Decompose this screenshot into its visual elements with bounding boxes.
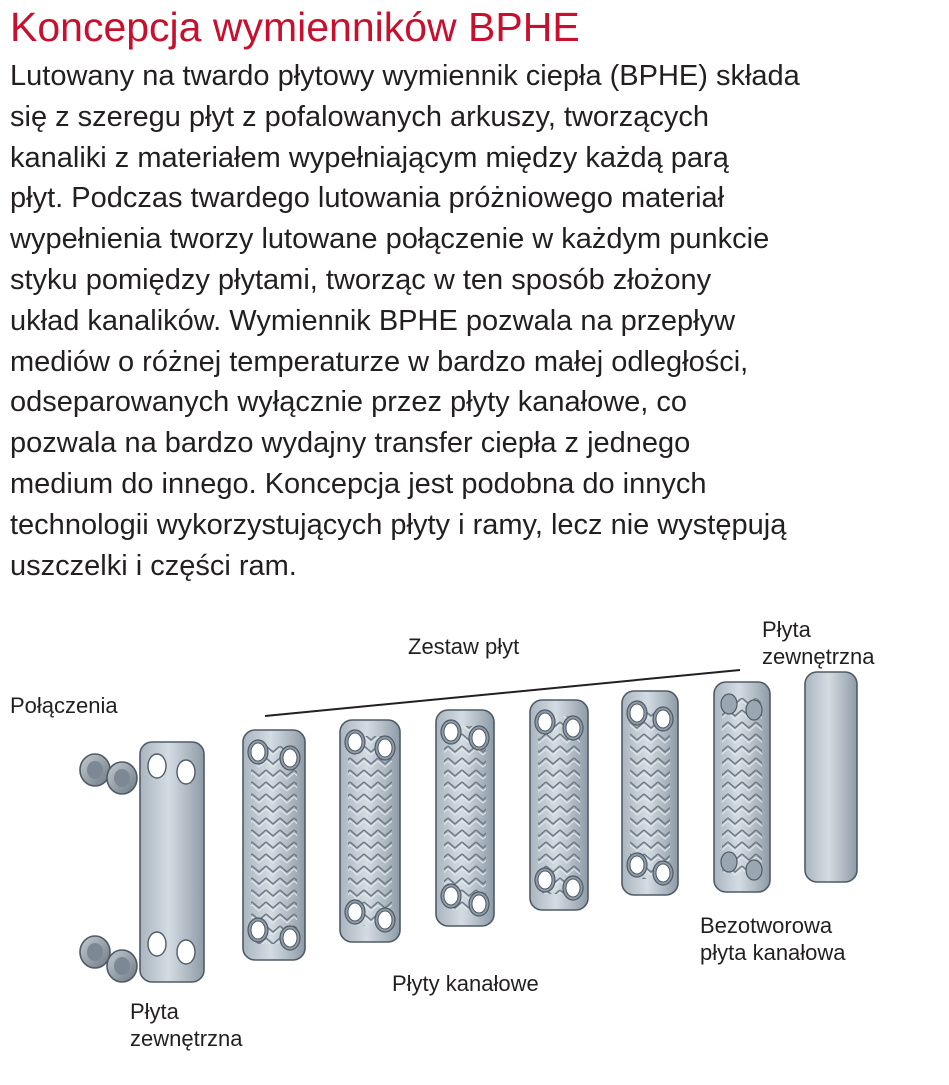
paragraph-line: uszczelki i części ram. [10, 549, 297, 582]
paragraph-line: styku pomiędzy płytami, tworząc w ten sposób złożony [10, 263, 712, 296]
label-line: Bezotworowa [700, 913, 833, 938]
blind-channel-plate [714, 682, 770, 892]
port-hole [444, 723, 458, 741]
closed-port [721, 694, 737, 714]
corrugation-pattern [251, 746, 297, 944]
port-hole [378, 911, 392, 929]
label-outer-plate-front [130, 998, 243, 1052]
paragraph-line: medium do innego. Koncepcja jest podobna do innych [10, 467, 707, 500]
port-hole [378, 739, 392, 757]
port-hole [538, 713, 552, 731]
plate-body [805, 672, 857, 882]
port-hole [177, 760, 195, 784]
connection-rings [80, 754, 137, 982]
paragraph-line: się z szeregu płyt z pofalowanych arkuszy, tworzących [10, 100, 709, 133]
port-hole [566, 719, 580, 737]
port-hole [630, 704, 644, 722]
port-hole [251, 921, 265, 939]
back-outer-plate [805, 672, 857, 882]
label-connections: Połączenia [10, 693, 118, 718]
channel-plates [243, 691, 678, 960]
label-blind-channel-plate [700, 912, 846, 966]
paragraph-line: kanaliki z materiałem wypełniającym między każdą parą [10, 141, 729, 174]
corrugation-pattern [722, 698, 762, 876]
port-hole [538, 871, 552, 889]
port-hole [630, 856, 644, 874]
page-title: Koncepcja wymienników BPHE [10, 4, 580, 50]
closed-port [746, 700, 762, 720]
channel-plate [622, 691, 678, 895]
bphe-exploded-diagram [0, 600, 949, 1080]
port-hole [251, 743, 265, 761]
channel-plate [243, 730, 305, 960]
label-line: Płyta [762, 617, 811, 642]
corrugation-pattern [538, 716, 580, 894]
port-hole [148, 754, 166, 778]
channel-plate [436, 710, 494, 926]
label-line: zewnętrzna [130, 1026, 243, 1051]
port-hole [348, 903, 362, 921]
port-hole [348, 733, 362, 751]
port-hole [566, 879, 580, 897]
port-hole [283, 749, 297, 767]
closed-port [721, 852, 737, 872]
connector-bore [87, 943, 103, 961]
front-outer-plate [140, 742, 204, 982]
connector-bore [114, 957, 130, 975]
paragraph-line: układ kanalików. Wymiennik BPHE pozwala na przepływ [10, 304, 736, 337]
connector-bore [87, 761, 103, 779]
port-hole [472, 895, 486, 913]
port-hole [444, 887, 458, 905]
paragraph-line: technologii wykorzystujących płyty i ramy, lecz nie występują [10, 508, 787, 541]
port-hole [148, 932, 166, 956]
label-line: Płyta [130, 999, 179, 1024]
corrugation-pattern [444, 726, 486, 910]
paragraph-line: wypełnienia tworzy lutowane połączenie w każdym punkcie [10, 223, 770, 256]
paragraph-line: Lutowany na twardo płytowy wymiennik ciepła (BPHE) składa [10, 60, 800, 92]
closed-port [746, 860, 762, 880]
paragraph-line: płyt. Podczas twardego lutowania próżniowego materiał [10, 182, 725, 215]
paragraph-line: odseparowanych wyłącznie przez płyty kanałowe, co [10, 386, 688, 419]
port-hole [472, 729, 486, 747]
label-line: zewnętrzna [762, 644, 875, 669]
label-line: płyta kanałowa [700, 940, 846, 965]
paragraph-line: mediów o różnej temperaturze w bardzo małej odległości, [10, 345, 749, 378]
label-channel-plates: Płyty kanałowe [392, 971, 539, 996]
port-hole [177, 940, 195, 964]
port-hole [656, 864, 670, 882]
label-outer-plate-back [762, 616, 875, 670]
port-hole [283, 929, 297, 947]
corrugation-pattern [348, 736, 392, 926]
description-paragraph [10, 56, 940, 586]
channel-plate [340, 720, 400, 942]
port-hole [656, 710, 670, 728]
channel-plate [530, 700, 588, 910]
paragraph-line: pozwala na bardzo wydajny transfer ciepła z jednego [10, 427, 691, 460]
connector-bore [114, 769, 130, 787]
label-plate-pack: Zestaw płyt [408, 634, 520, 659]
